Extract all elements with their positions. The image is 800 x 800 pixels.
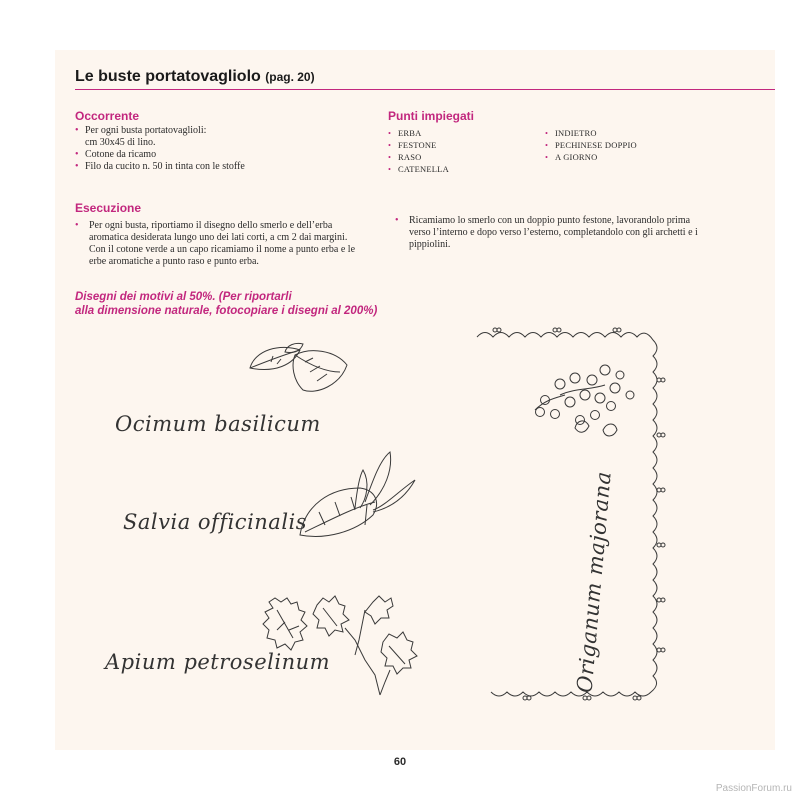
title-reference: (pag. 20): [265, 70, 315, 84]
motif-drawings: [55, 50, 775, 750]
marjoram-drawing: [535, 365, 634, 436]
parsley-drawing: [263, 596, 417, 695]
list-item: • RASO: [388, 151, 538, 163]
esecuzione-heading: Esecuzione: [75, 201, 142, 215]
page-number: 60: [393, 756, 407, 768]
esecuzione-paragraph-1: • Per ogni busta, riportiamo il disegno dello smerlo e dell’erba aromatica desiderata lungo uno dei lati corti, a cm 2 dai margini. Con il cotone verde a un capo ricamiamo il nome a punto erba e le erbe aromatiche a punto raso e punto erba.: [75, 220, 359, 268]
scalloped-border: [477, 328, 665, 700]
motif-label-sage: Salvia officinalis: [123, 510, 308, 534]
list-item: • A GIORNO: [545, 151, 715, 163]
motifs-caption: Disegni dei motivi al 50%. (Per riportarli alla dimensione naturale, fotocopiare i disegni al 200%): [75, 291, 378, 317]
list-item: • INDIETRO: [545, 127, 715, 139]
page-title: Le buste portatovagliolo (pag. 20): [75, 68, 315, 85]
watermark: PassionForum.ru: [715, 783, 792, 794]
motif-label-marjoram: Origanum majorana: [572, 470, 616, 694]
punti-heading: Punti impiegati: [388, 109, 475, 123]
list-item: • PECHINESE DOPPIO: [545, 139, 715, 151]
list-item: • CATENELLA: [388, 163, 538, 175]
list-item: • Cotone da ricamo: [75, 149, 375, 161]
esecuzione-paragraph-2: • Ricamiamo lo smerlo con un doppio punto festone, lavorandolo prima verso l’interno e dopo verso l’esterno, completandolo con gli archetti e i pippiolini.: [395, 215, 699, 251]
page-sheet: [55, 50, 775, 750]
motif-label-basil: Ocimum basilicum: [115, 412, 321, 436]
motif-label-parsley: Apium petroselinum: [105, 650, 331, 674]
basil-drawing: [250, 343, 347, 391]
list-item: • ERBA: [388, 127, 538, 139]
occorrente-heading: Occorrente: [75, 109, 140, 123]
list-item: • Per ogni busta portatovaglioli: cm 30x45 di lino.: [75, 125, 375, 149]
list-item: • Filo da cucito n. 50 in tinta con le stoffe: [75, 161, 375, 173]
sage-drawing: [300, 452, 415, 536]
list-item: • FESTONE: [388, 139, 538, 151]
